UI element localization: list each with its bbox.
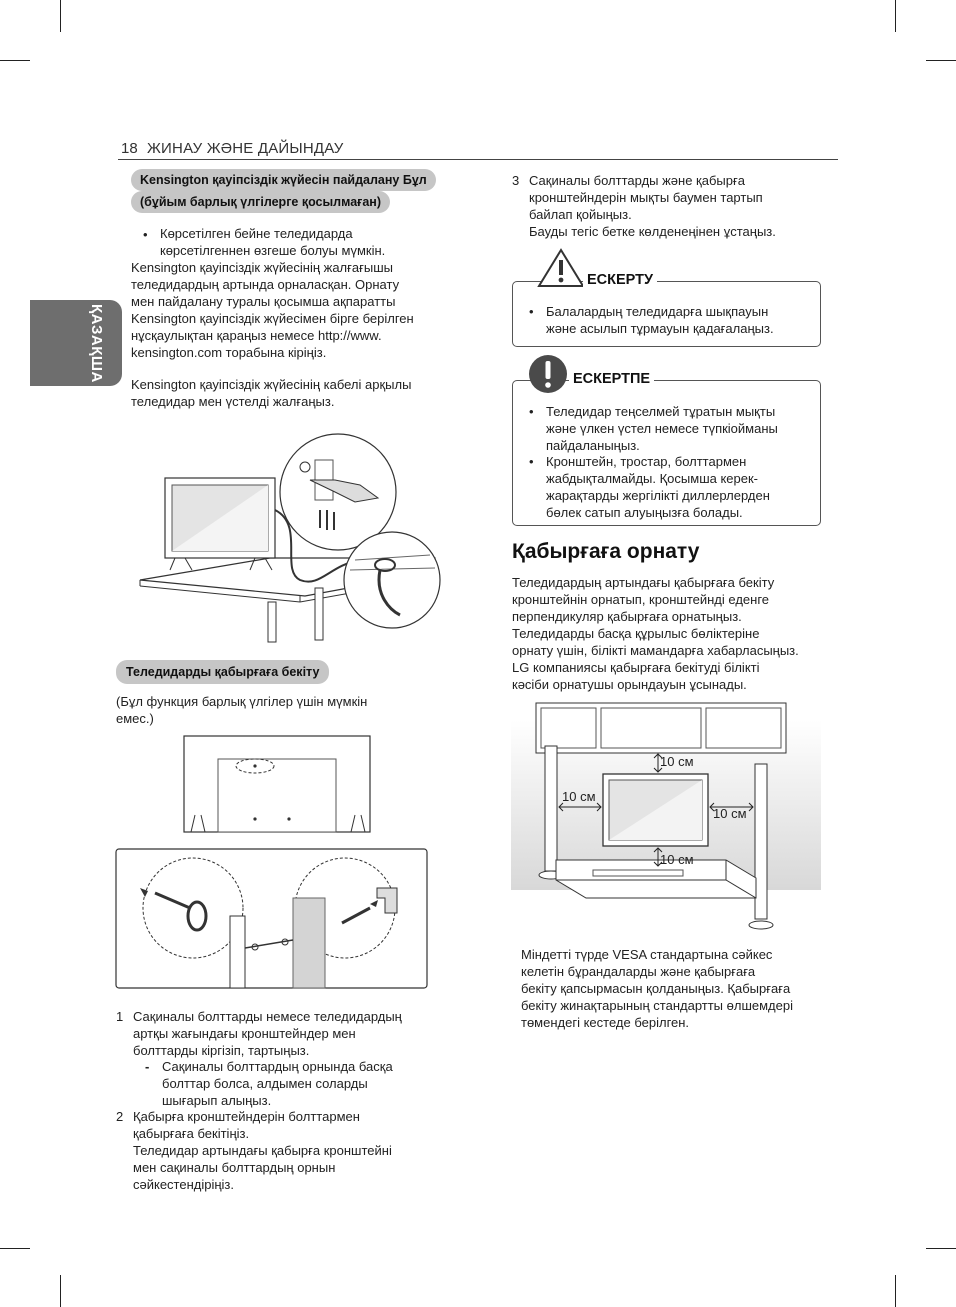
header-rule — [118, 159, 838, 160]
text-line: орнату үшін, білікті мамандарға хабарласыңыз. — [512, 643, 799, 658]
text-line: және асылып тұрмауын қадағалаңыз. — [546, 321, 774, 336]
text-line: Теледидар теңселмей тұратын мықты — [546, 404, 776, 419]
kensington-bullet-line1: Көрсетілген бейне теледидарда — [160, 226, 353, 241]
text-line: кронштейнін орнатып, кронштейнді еденге — [512, 592, 770, 607]
note-title: ЕСКЕРТПЕ — [569, 371, 654, 387]
wall-mount-heading: Қабырғаға орнату — [512, 540, 700, 563]
text-line: жабдықталмайды. Қосымша керек- — [546, 471, 759, 486]
step-3-text — [529, 172, 776, 240]
crop-mark — [0, 1248, 30, 1249]
text-line: жарақтарды жергілікті диллерлерден — [546, 488, 770, 503]
text-line: келетін бұрандаларды және қабырғаға — [521, 964, 756, 979]
text-line: LG компаниясы қабырғаға бекітуді білікті — [512, 660, 760, 675]
text-line: емес.) — [116, 711, 154, 726]
text-line: Кронштейн, тростар, болттармен — [546, 454, 747, 469]
crop-mark — [0, 60, 30, 61]
kensington-bullet-mark: • — [143, 227, 148, 242]
text-line: Сақиналы болттардың орнында басқа — [162, 1059, 393, 1074]
text-line: Міндетті түрде VESA стандартына сәйкес — [521, 947, 773, 962]
text-line: теледидардың артында орналасқан. Орнату — [131, 277, 400, 292]
text-line: Сақиналы болттарды және қабырға — [529, 173, 745, 188]
text-line: артқы жағындағы кронштейндер мен — [133, 1026, 356, 1041]
text-line: Kensington қауіпсіздік жүйесінің жалғағышы — [131, 260, 393, 275]
section-title: ЖИНАУ ЖӘНЕ ДАЙЫНДАУ — [147, 140, 344, 157]
text-line: бөлек сатып алуыңызға болады. — [546, 505, 743, 520]
crop-mark — [926, 60, 956, 61]
text-line: байлап қойыңыз. — [529, 207, 632, 222]
text-line: Бауды тегіс бетке көлденеңінен ұстаңыз. — [529, 224, 776, 239]
step-1-text — [133, 1008, 402, 1059]
wall-clearance-illustration — [511, 700, 821, 940]
step-3-number: 3 — [512, 173, 520, 188]
caution-item — [546, 303, 774, 337]
crop-mark — [60, 0, 61, 32]
clearance-left-label: 10 см — [562, 789, 596, 804]
text-line: болттарды кіргізіп, тартыңыз. — [133, 1043, 310, 1058]
page-number: 18 — [121, 140, 138, 157]
text-line: kensington.com торабына кіріңіз. — [131, 345, 327, 360]
text-line: қабырғаға бекітіңіз. — [133, 1126, 250, 1141]
kensington-title-line1: Kensington қауіпсіздік жүйесін пайдалану Бұл — [131, 169, 436, 191]
text-line: Балалардың теледидарға шықпауын — [546, 304, 769, 319]
text-line: бекіту жинақтарының стандартты өлшемдері — [521, 998, 793, 1013]
wall-secure-title: Теледидарды қабырғаға бекіту — [116, 660, 329, 684]
text-line: бекіту қапсырмасын қолданыңыз. Қабырғаға — [521, 981, 791, 996]
clearance-right-label: 10 см — [713, 806, 747, 821]
text-line: және үлкен үстел немесе түпкіойманы — [546, 421, 778, 436]
step-sub-text — [162, 1058, 393, 1109]
crop-mark — [895, 0, 896, 32]
text-line: Сақиналы болттарды немесе теледидардың — [133, 1009, 402, 1024]
language-tab-label: ҚАЗАҚША — [88, 304, 105, 383]
text-line: кронштейндерін мықты баумен тартып — [529, 190, 763, 205]
step-2-number: 2 — [116, 1109, 124, 1124]
text-line: нұсқаулықтан қараңыз немесе http://www. — [131, 328, 382, 343]
step-1-number: 1 — [116, 1009, 124, 1024]
language-tab — [30, 300, 122, 386]
vesa-paragraph — [521, 946, 793, 1031]
text-line: мен пайдалану туралы қосымша ақпаратты — [131, 294, 396, 309]
text-line: төмендегі кестеде берілген. — [521, 1015, 690, 1030]
text-line: Теледидар артындағы қабырға кронштейні — [133, 1143, 392, 1158]
crop-mark — [926, 1248, 956, 1249]
text-line: Теледидардың артындағы қабырғаға бекіту — [512, 575, 775, 590]
tv-back-illustration — [183, 735, 373, 840]
text-line: Kensington қауіпсіздік жүйесімен бірге берілген — [131, 311, 414, 326]
text-line: мен сақиналы болттардың орнын — [133, 1160, 336, 1175]
text-line: болттар болса, алдымен соларды — [162, 1076, 368, 1091]
text-line: сәйкестендіріңіз. — [133, 1177, 235, 1192]
kensington-bullet-line2: көрсетілгеннен өзгеше болуы мүмкін. — [160, 243, 386, 258]
text-line: шығарып алыңыз. — [162, 1093, 272, 1108]
ring-bolt-illustration — [115, 848, 429, 990]
clearance-top-label: 10 см — [660, 754, 694, 769]
text-line: Теледидарды басқа құрылыс бөліктеріне — [512, 626, 760, 641]
text-line: Kensington қауіпсіздік жүйесінің кабелі арқылы — [131, 377, 412, 392]
note-bullet: • — [529, 454, 534, 469]
text-line: теледидар мен үстелді жалғаңыз. — [131, 394, 335, 409]
kensington-paragraph2 — [131, 376, 411, 410]
text-line: пайдаланыңыз. — [546, 438, 640, 453]
note-item-2 — [546, 453, 770, 521]
kensington-illustration — [130, 430, 450, 645]
wall-mount-paragraph — [512, 574, 799, 693]
exclamation-icon — [528, 354, 568, 394]
caution-bullet: • — [529, 304, 534, 319]
warning-triangle-icon — [537, 248, 585, 288]
text-line: кәсіби орнатушы орындауын ұсынады. — [512, 677, 747, 692]
note-item-1 — [546, 403, 778, 454]
clearance-bottom-label: 10 см — [660, 852, 694, 867]
crop-mark — [60, 1275, 61, 1307]
wall-secure-note — [116, 693, 367, 727]
caution-title: ЕСКЕРТУ — [583, 272, 657, 288]
kensington-title-line2: (бұйым барлық үлгілерге қосылмаған) — [131, 191, 390, 213]
step-2-text — [133, 1108, 392, 1193]
step-sub-dash: - — [145, 1059, 150, 1074]
text-line: Қабырға кронштейндерін болттармен — [133, 1109, 360, 1124]
text-line: (Бұл функция барлық үлгілер үшін мүмкін — [116, 694, 368, 709]
note-bullet: • — [529, 404, 534, 419]
crop-mark — [895, 1275, 896, 1307]
text-line: перпендикуляр қабырғаға орнатыңыз. — [512, 609, 742, 624]
kensington-paragraph1 — [131, 259, 414, 361]
